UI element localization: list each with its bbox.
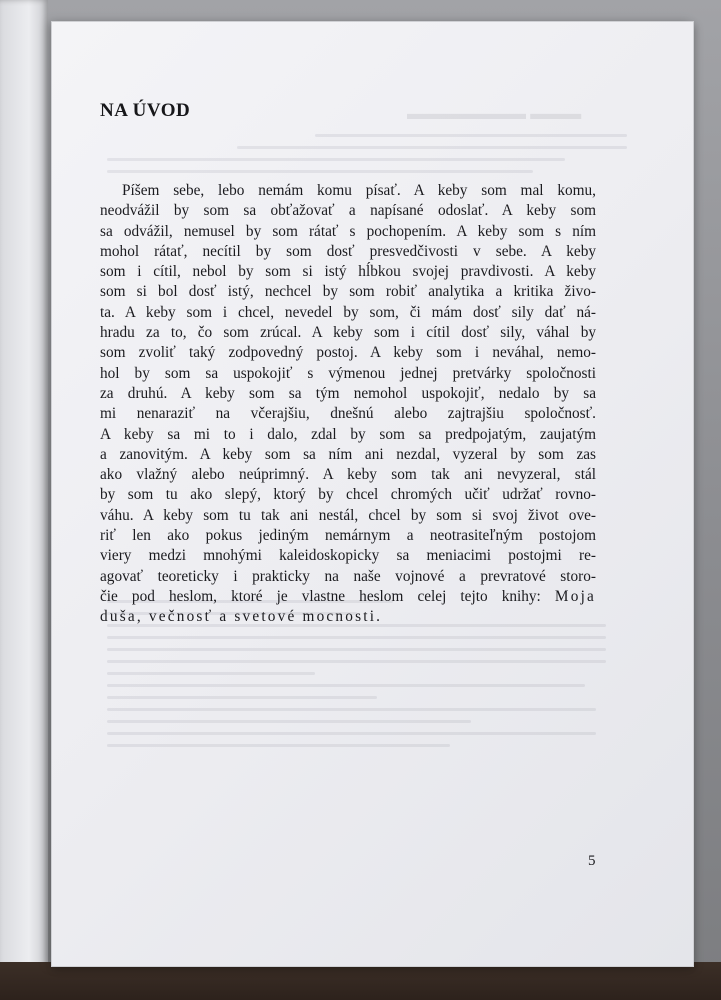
paragraph-line: A keby sa mi to i dalo, zdal by som sa predpojatým, zaujatým [100,425,596,443]
paragraph-line: sa odvážil, nemusel by som rátať s pochopením. A keby som s ním [100,222,596,240]
reverse-side-show-through: ▬▬▬ ▬▬▬▬▬▬▬ [52,22,693,966]
paragraph-line: hradu za to, čo som zrúcal. A keby som i cítil dosť sily, váhal by [100,324,596,342]
paragraph-line: neodvážil by som sa obťažovať a napísané odoslať. A keby som [100,202,596,220]
paragraph-line: hol by som sa uspokojiť s výmenou jednej pretvárky spoločnosti [100,364,596,382]
paragraph-line: mi nenaraziť na včerajšiu, dnešnú alebo zajtrajšiu spoločnosť. [100,405,596,423]
paragraph-line: Píšem sebe, lebo nemám komu písať. A keby som mal komu, [122,182,596,199]
paragraph-line: za druhú. A keby som sa tým nemohol uspokojiť, nedalo by sa [100,384,596,402]
paragraph-line: agovať teoreticky i prakticky na naše vojnové a prevratové storo- [100,567,596,585]
book-page [52,22,693,966]
paragraph-line: som i cítil, nebol by som si istý hĺbkou svojej pravdivosti. A keby [100,263,596,281]
paragraph-line: a zanovitým. A keby som sa ním ani nezdal, vyzeral by som zas [100,445,596,463]
paragraph-line: som si bol dosť istý, nechcel by som robiť analytika a kritika živo- [100,283,596,301]
page-number: 5 [588,853,596,869]
paragraph-line: mohol rátať, necítil by som dosť presvedčivosti v sebe. A keby [100,242,596,260]
paragraph-line: som zvoliť taký zodpovedný postoj. A keby som i neváhal, nemo- [100,344,596,362]
paragraph-line-with-motto [100,587,596,607]
paragraph-line: viery medzi mnohými kaleidoskopicky sa meniacimi postojmi re- [100,547,596,565]
table-surface [0,962,721,1000]
chapter-heading: NA ÚVOD [100,100,191,121]
motto-text: Moja [554,587,597,605]
facing-page-edge [0,0,48,1000]
paragraph-line: ta. A keby som i chcel, nevedel by som, či mám dosť sily dať ná- [100,303,596,321]
paragraph-line-text: čie pod heslom, ktoré je vlastne heslom celej tejto knihy: [100,587,541,605]
paragraph-line: ako vlažný alebo neúprimný. A keby som tak ani nevyzeral, stál [100,466,596,484]
intro-paragraph [100,181,596,628]
paragraph-line: váhu. A keby som tu tak ani nestál, chcel by som si svoj život ove- [100,506,596,524]
motto-text: duša, večnosť a svetové mocnosti. [100,608,383,626]
paragraph-line: riť len ako pokus jediným nemárnym a neotrasiteľným postojom [100,527,596,545]
paragraph-line: by som tu ako slepý, ktorý by chcel chromých učiť udržať rovno- [100,486,596,504]
